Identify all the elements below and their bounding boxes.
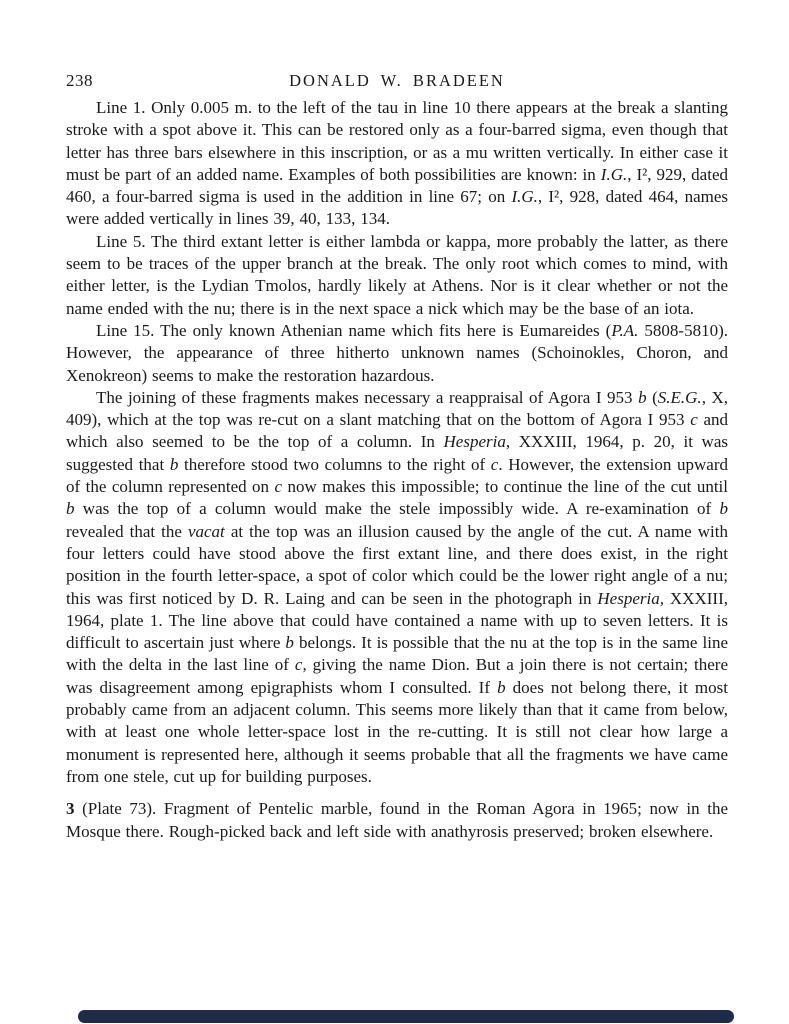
paragraph: Line 5. The third extant letter is either lambda or kappa, more probably the latter, as there seem to be traces of the upper branch at the break. The only root which comes to mind, with either letter, is the Lydian Tmolos, hardly likely at Athens. Nor is it clear whether or not the name ended with the nu; there is in the next space a nick which may be the base of an iota. bbox=[66, 231, 728, 318]
bottom-scrollbar[interactable] bbox=[78, 1010, 734, 1023]
page-header bbox=[66, 71, 728, 93]
running-title: DONALD W. BRADEEN bbox=[289, 71, 505, 90]
paragraph: Line 1. Only 0.005 m. to the left of the tau in line 10 there appears at the break a slanting stroke with a spot above it. This can be restored only as a four-barred sigma, even though that letter has three bars elsewhere in this inscription, or as a mu written vertically. In either case it must be part of an added name. Examples of both possibilities are known: in I.G., I², 929, dated 460, a four-barred sigma is used in the addition in line 67; on I.G., I², 928, dated 464, names were added vertically in lines 39, 40, 133, 134. bbox=[66, 98, 729, 229]
body-text bbox=[66, 97, 728, 843]
paragraph: Line 15. The only known Athenian name which fits here is Eumareides (P.A. 5808-5810). However, the appearance of three hitherto unknown names (Schoinokles, Choron, and Xenokreon) seems to make the restoration hazardous. bbox=[66, 320, 728, 385]
paragraph: 3 (Plate 73). Fragment of Pentelic marble, found in the Roman Agora in 1965; now in the Mosque there. Rough-picked back and left side with anathyrosis preserved; broken elsewhere. bbox=[66, 799, 728, 841]
paragraph: The joining of these fragments makes necessary a reappraisal of Agora I 953 b (S.E.G., X, 409), which at the top was re-cut on a slant matching that on the bottom of Agora I 953 c and which also seemed to be the top of a column. In Hesperia, XXXIII, 1964, p. 20, it was suggested that b therefore stood two columns to the right of c. However, the extension upward of the column represented on c now makes this impossible; to continue the line of the cut until b was the top of a column would make the stele impossibly wide. A re-examination of b revealed that the vacat at the top was an illusion caused by the angle of the cut. A name with four letters could have stood above the first extant line, and there does exist, in the right position in the fourth letter-space, a spot of color which could be the lower right angle of a nu; this was first noticed by D. R. Laing and can be seen in the photograph in Hesperia, XXXIII, 1964, plate 1. The line above that could have contained a name with up to seven letters. It is difficult to ascertain just where b belongs. It is possible that the nu at the top is in the same line with the delta in the last line of c, giving the name Dion. But a join there is not certain; there was disagreement among epigraphists whom I consulted. If b does not belong there, it most probably came from an adjacent column. This seems more likely than that it came from below, with at least one whole letter-space lost in the re-cutting. It is still not clear how large a monument is represented here, although it seems probable that all the fragments we have came from one stele, cut up for building purposes. bbox=[66, 387, 729, 786]
page-number: 238 bbox=[66, 71, 93, 90]
